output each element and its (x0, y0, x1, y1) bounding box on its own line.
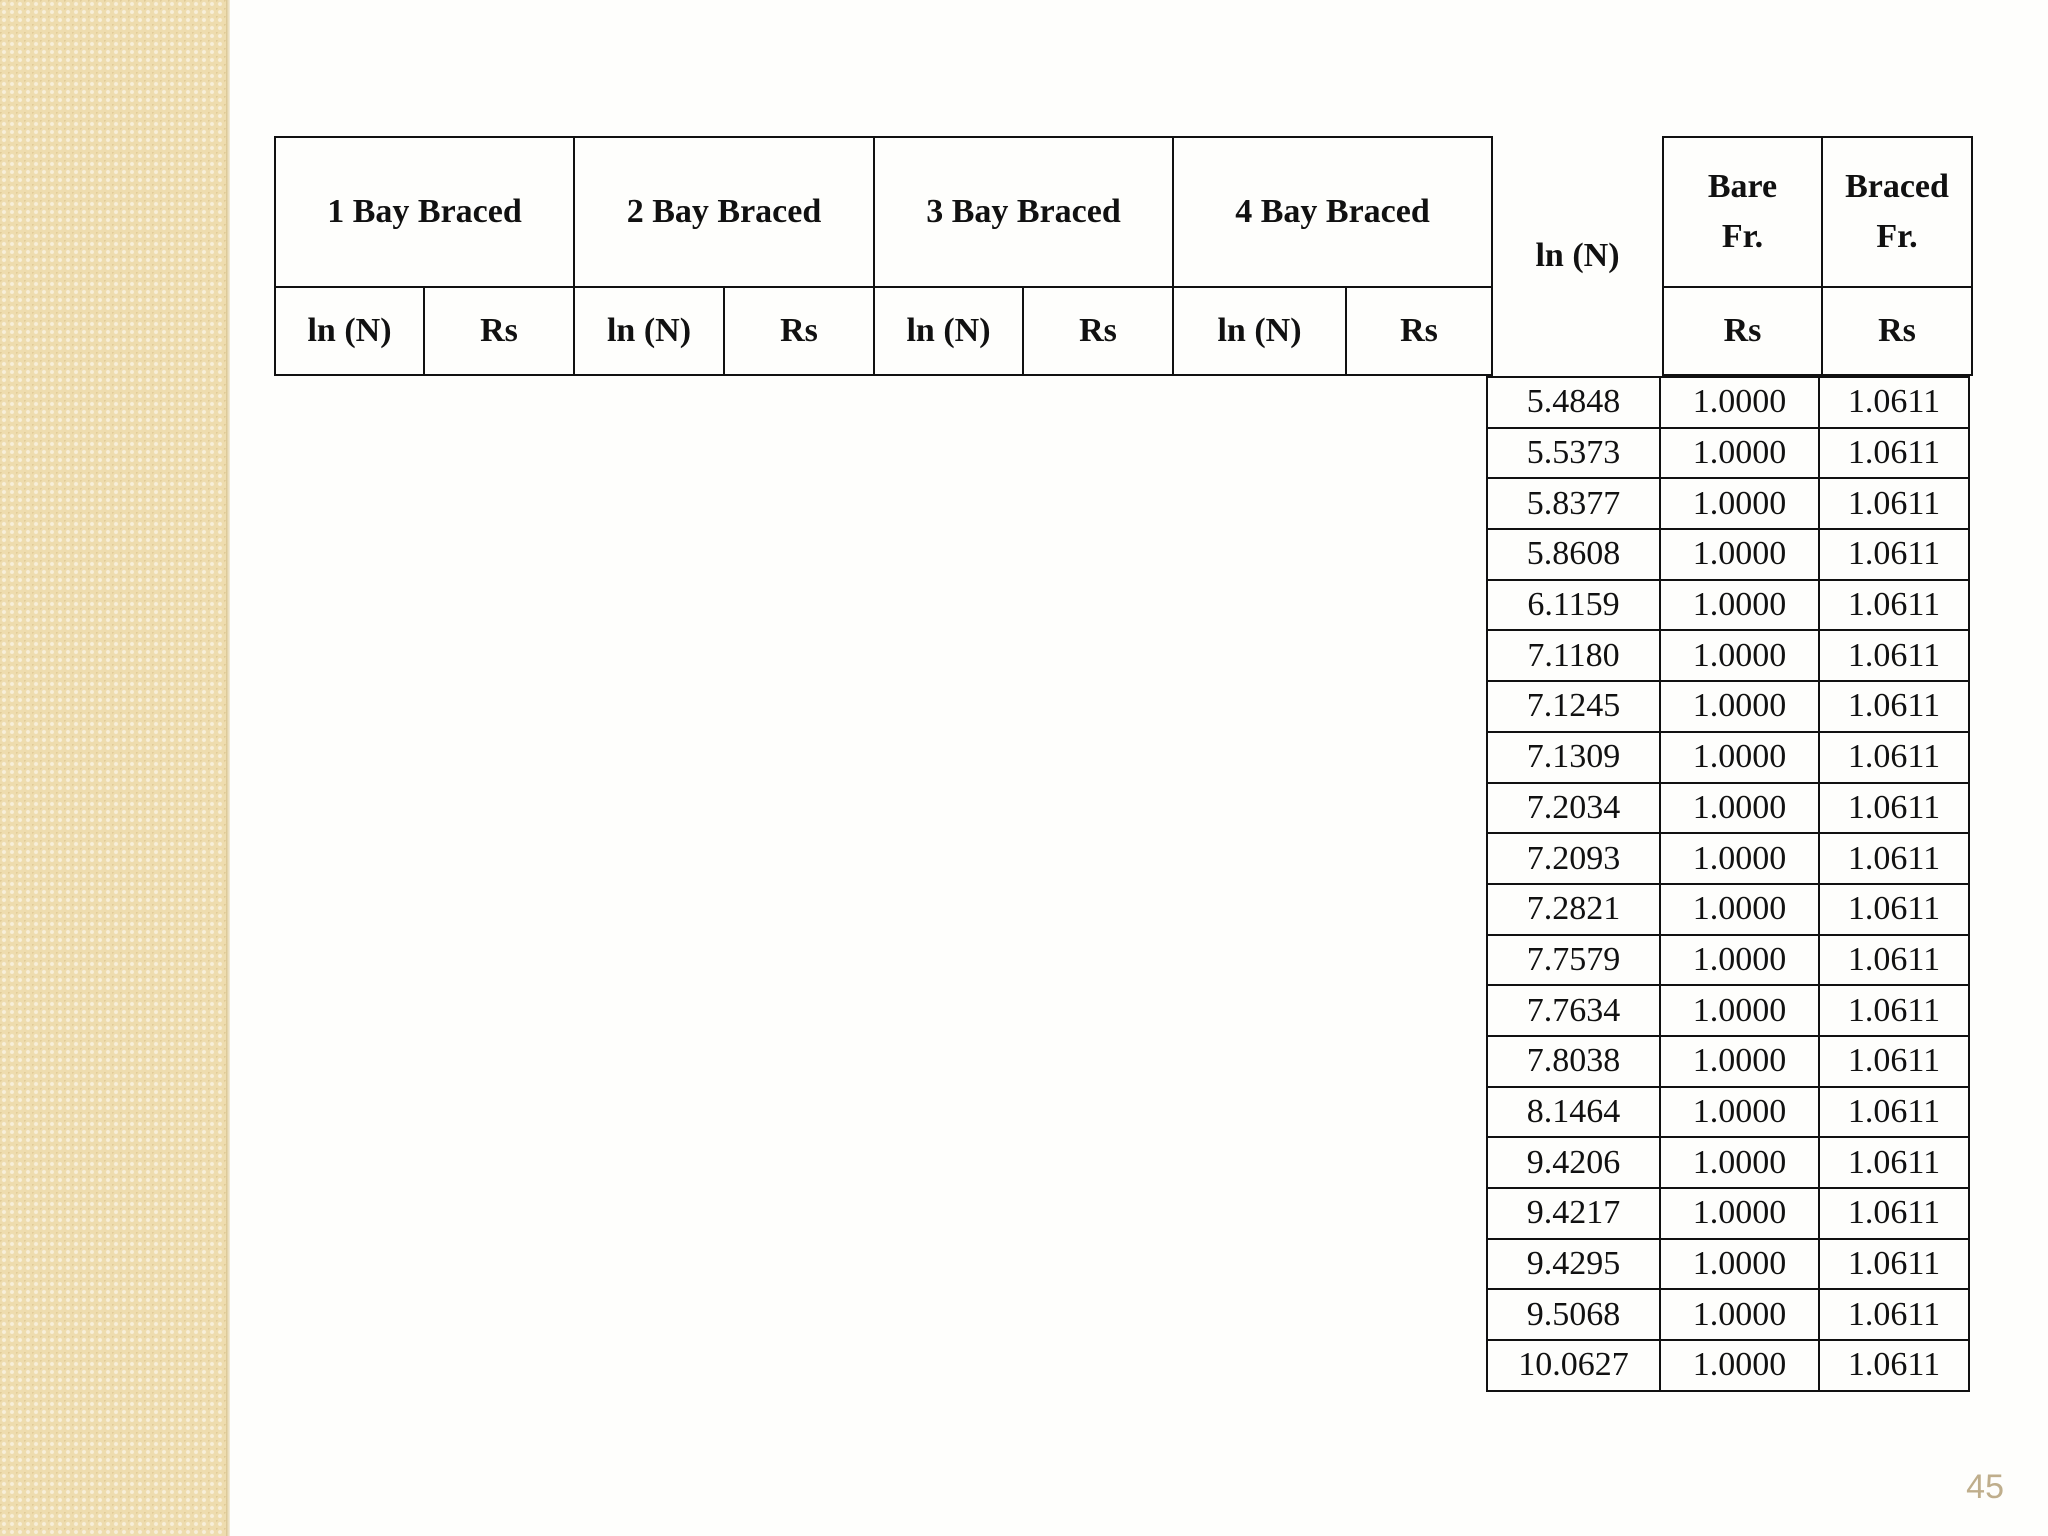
braced-frame-rs-cell: 1.0611 (1819, 1087, 1969, 1138)
braced-frame-rs-cell: 1.0611 (1819, 1137, 1969, 1188)
braced-frame-rs-cell: 1.0611 (1819, 732, 1969, 783)
braced-frame-rs-cell: 1.0611 (1819, 985, 1969, 1036)
ln-n-cell: 7.1309 (1487, 732, 1660, 783)
ln-n-cell: 9.4206 (1487, 1137, 1660, 1188)
bare-frame-rs-cell: 1.0000 (1660, 1036, 1819, 1087)
sub-header-ln: ln (N) (1173, 287, 1346, 375)
table-row (1487, 732, 1969, 783)
ln-n-cell: 5.4848 (1487, 377, 1660, 428)
ln-n-cell: 6.1159 (1487, 580, 1660, 631)
bare-frame-rs-cell: 1.0000 (1660, 1239, 1819, 1290)
table-row (1487, 884, 1969, 935)
ln-n-cell: 9.5068 (1487, 1289, 1660, 1340)
ln-n-header (1492, 137, 1663, 375)
braced-frame-rs-cell: 1.0611 (1819, 1188, 1969, 1239)
ln-n-cell: 5.5373 (1487, 428, 1660, 479)
bare-frame-rs-cell: 1.0000 (1660, 529, 1819, 580)
sub-header-rs: Rs (424, 287, 574, 375)
braced-frame-rs-cell: 1.0611 (1819, 783, 1969, 834)
bare-frame-rs-cell: 1.0000 (1660, 428, 1819, 479)
ln-n-cell: 8.1464 (1487, 1087, 1660, 1138)
ln-n-header-label: ln (N) (1535, 237, 1620, 274)
braced-frame-header: Braced Fr. (1822, 137, 1972, 287)
braced-frame-rs-cell: 1.0611 (1819, 884, 1969, 935)
bare-frame-rs-cell: 1.0000 (1660, 377, 1819, 428)
data-rows (1487, 377, 1969, 1391)
sub-header-rs: Rs (1663, 287, 1822, 375)
braced-frame-rs-cell: 1.0611 (1819, 377, 1969, 428)
bare-frame-rs-cell: 1.0000 (1660, 478, 1819, 529)
table-row (1487, 428, 1969, 479)
page-number: 45 (1966, 1468, 2004, 1506)
bare-frame-rs-cell: 1.0000 (1660, 630, 1819, 681)
braced-frame-rs-cell: 1.0611 (1819, 529, 1969, 580)
sub-header-ln: ln (N) (574, 287, 724, 375)
table-row (1487, 1087, 1969, 1138)
bare-frame-rs-cell: 1.0000 (1660, 1087, 1819, 1138)
braced-frame-rs-cell: 1.0611 (1819, 478, 1969, 529)
ln-n-cell: 9.4295 (1487, 1239, 1660, 1290)
bare-frame-rs-cell: 1.0000 (1660, 732, 1819, 783)
braced-frame-rs-cell: 1.0611 (1819, 681, 1969, 732)
bare-frame-rs-cell: 1.0000 (1660, 1340, 1819, 1391)
table-row (1487, 985, 1969, 1036)
braced-frame-rs-cell: 1.0611 (1819, 1036, 1969, 1087)
braced-frame-rs-cell: 1.0611 (1819, 935, 1969, 986)
table-row (1487, 630, 1969, 681)
braced-frame-rs-cell: 1.0611 (1819, 630, 1969, 681)
table-row (1487, 1289, 1969, 1340)
braced-frame-rs-cell: 1.0611 (1819, 833, 1969, 884)
bare-frame-rs-cell: 1.0000 (1660, 1137, 1819, 1188)
bare-frame-header: Bare Fr. (1663, 137, 1822, 287)
braced-frame-rs-cell: 1.0611 (1819, 1289, 1969, 1340)
sub-header-ln: ln (N) (874, 287, 1023, 375)
ln-n-cell: 5.8377 (1487, 478, 1660, 529)
decorative-sidebar (0, 0, 226, 1536)
sub-header-rs: Rs (724, 287, 874, 375)
table-row (1487, 783, 1969, 834)
table-row (1487, 529, 1969, 580)
results-table-body (1486, 376, 1970, 1392)
table-row (1487, 935, 1969, 986)
ln-n-cell: 7.8038 (1487, 1036, 1660, 1087)
bare-frame-rs-cell: 1.0000 (1660, 1289, 1819, 1340)
table-row (1487, 580, 1969, 631)
sub-header-rs: Rs (1346, 287, 1492, 375)
braced-frame-rs-cell: 1.0611 (1819, 580, 1969, 631)
ln-n-cell: 7.1245 (1487, 681, 1660, 732)
table-row (1487, 1036, 1969, 1087)
results-table-header (274, 136, 1973, 376)
table-row (1487, 1239, 1969, 1290)
table-row (1487, 1340, 1969, 1391)
ln-n-cell: 7.2821 (1487, 884, 1660, 935)
table-row (1487, 681, 1969, 732)
table-row (1487, 377, 1969, 428)
ln-n-cell: 7.1180 (1487, 630, 1660, 681)
bare-frame-rs-cell: 1.0000 (1660, 783, 1819, 834)
group-header-3-bay: 3 Bay Braced (874, 137, 1173, 287)
ln-n-cell: 7.7579 (1487, 935, 1660, 986)
sub-header-rs: Rs (1023, 287, 1173, 375)
bare-frame-rs-cell: 1.0000 (1660, 681, 1819, 732)
ln-n-cell: 9.4217 (1487, 1188, 1660, 1239)
ln-n-cell: 7.7634 (1487, 985, 1660, 1036)
ln-n-cell: 7.2093 (1487, 833, 1660, 884)
bare-frame-rs-cell: 1.0000 (1660, 833, 1819, 884)
bare-frame-rs-cell: 1.0000 (1660, 884, 1819, 935)
ln-n-cell: 10.0627 (1487, 1340, 1660, 1391)
table-row (1487, 1188, 1969, 1239)
bare-frame-rs-cell: 1.0000 (1660, 935, 1819, 986)
ln-n-cell: 7.2034 (1487, 783, 1660, 834)
group-header-4-bay: 4 Bay Braced (1173, 137, 1492, 287)
braced-frame-rs-cell: 1.0611 (1819, 428, 1969, 479)
bare-frame-rs-cell: 1.0000 (1660, 985, 1819, 1036)
braced-frame-rs-cell: 1.0611 (1819, 1340, 1969, 1391)
table-row (1487, 478, 1969, 529)
braced-frame-rs-cell: 1.0611 (1819, 1239, 1969, 1290)
table-row (1487, 1137, 1969, 1188)
sub-header-rs: Rs (1822, 287, 1972, 375)
table-row (1487, 833, 1969, 884)
bare-frame-rs-cell: 1.0000 (1660, 580, 1819, 631)
bare-frame-rs-cell: 1.0000 (1660, 1188, 1819, 1239)
ln-n-cell: 5.8608 (1487, 529, 1660, 580)
group-header-1-bay: 1 Bay Braced (275, 137, 574, 287)
sub-header-ln: ln (N) (275, 287, 424, 375)
group-header-2-bay: 2 Bay Braced (574, 137, 874, 287)
sidebar-edge (226, 0, 230, 1536)
